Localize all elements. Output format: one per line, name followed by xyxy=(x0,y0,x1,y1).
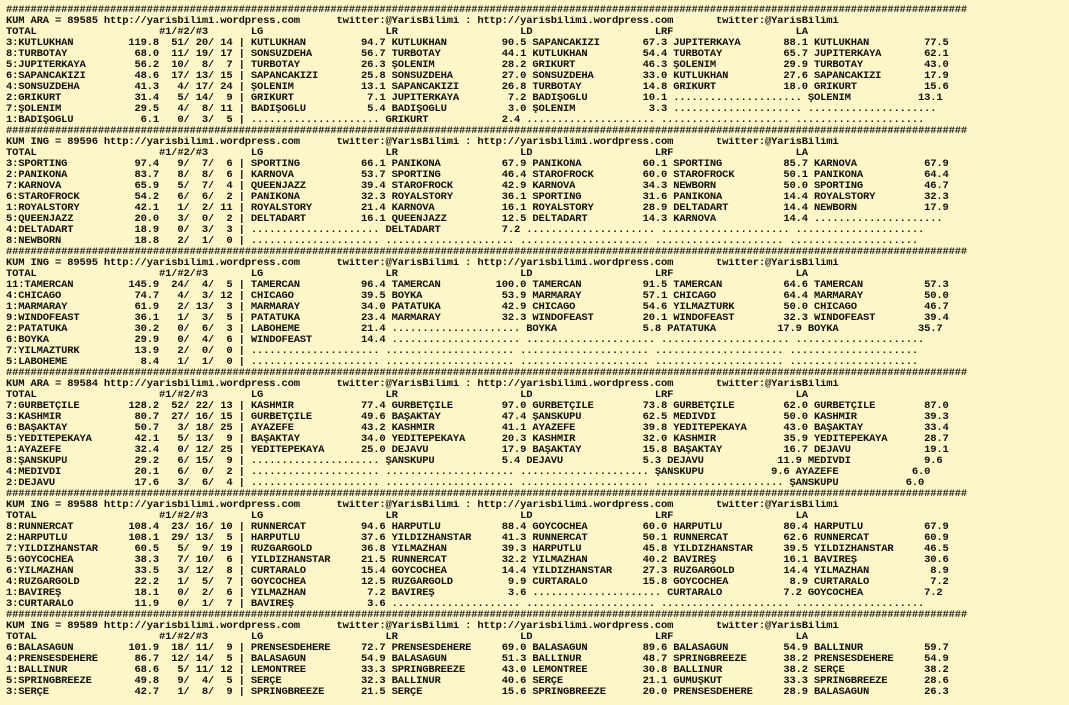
data-row: 4:MEDİVDİ 20.1 6/ 0/ 2 | ..................... ..................... ..................... ŞANSKÜPÜ 9.6 AYAZEFE 6.0 xyxy=(6,467,931,478)
data-row: 7:ŞÖLENİM 29.5 4/ 8/ 11 | BADIŞOĞLU 5.4 BADIŞOĞLU 3.0 ŞÖLENİM 3.3 ..................... ..................... xyxy=(6,104,937,115)
column-header: TOTAL #1/#2/#3 LG LR LD LRF LA xyxy=(6,27,808,38)
race-header: KUM ING = 89588 http://yarisbilimi.wordpress.com twitter:@YarisBilimi : http://yarisbilimi.wordpress.com twitter:@YarisBilimi xyxy=(6,500,839,511)
data-row: 3:SPORTING 97.4 9/ 7/ 6 | SPORTING 66.1 PANIKONA 67.9 PANIKONA 60.1 SPORTING 85.7 KARNOVA 67.9 xyxy=(6,159,949,170)
data-row: 3:SERÇE 42.7 1/ 8/ 9 | SPRINGBREEZE 21.5 SERÇE 15.6 SPRINGBREEZE 20.0 PRENSESDEHERE 28.9 BALASAGUN 26.3 xyxy=(6,687,949,698)
data-row: 8:RUNNERCAT 108.4 23/ 16/ 10 | RUNNERCAT 94.6 HARPUTLU 88.4 GOYCOCHEA 60.0 HARPUTLU 80.4 HARPUTLU 67.9 xyxy=(6,522,949,533)
data-row: 1:BAVİREŞ 18.1 0/ 2/ 6 | YILMAZHAN 7.2 BAVİREŞ 3.6 ..................... CURTARALO 7.2 GOYCOCHEA 7.2 xyxy=(6,588,943,599)
data-row: 6:BAŞAKTAY 50.7 3/ 18/ 25 | AYAZEFE 43.2 KASHMIR 41.1 AYAZEFE 39.8 YEDİTEPEKAYA 43.0 BAŞAKTAY 33.4 xyxy=(6,423,949,434)
data-row: 1:ROYALSTORY 42.1 1/ 2/ 11 | ROYALSTORY 21.4 KARNOVA 16.1 ROYALSTORY 28.9 DELTADART 14.4 NEWBORN 17.9 xyxy=(6,203,949,214)
race-header: KUM ING = 89589 http://yarisbilimi.wordpress.com twitter:@YarisBilimi : http://yarisbilimi.wordpress.com twitter:@YarisBilimi xyxy=(6,621,839,632)
separator-line: ############################################################################################################################################################# xyxy=(6,126,968,137)
race-statistics-sheet xyxy=(6,5,1066,698)
column-header: TOTAL #1/#2/#3 LG LR LD LRF LA xyxy=(6,148,808,159)
separator-line: ############################################################################################################################################################# xyxy=(6,368,968,379)
data-row: 5:YEDİTEPEKAYA 42.1 5/ 13/ 9 | BAŞAKTAY 34.0 YEDİTEPEKAYA 20.3 KASHMIR 32.0 KASHMIR 35.9 YEDİTEPEKAYA 28.7 xyxy=(6,434,949,445)
data-row: 7:GURBETÇİLE 128.2 52/ 22/ 13 | KASHMIR 77.4 GURBETÇİLE 97.0 GURBETÇİLE 73.8 GURBETÇİLE 62.0 GURBETÇİLE 87.0 xyxy=(6,401,949,412)
data-row: 7:KARNOVA 65.9 5/ 7/ 4 | QUEENJAZZ 39.4 STAROFROCK 42.9 KARNOVA 34.3 NEWBORN 50.0 SPORTING 46.7 xyxy=(6,181,949,192)
data-row: 4:RÜZGARGOLD 22.2 1/ 5/ 7 | GOYCOCHEA 12.5 RÜZGARGOLD 9.9 CURTARALO 15.8 GOYCOCHEA 8.9 CURTARALO 7.2 xyxy=(6,577,949,588)
data-row: 5:JÜPİTERKAYA 56.2 10/ 8/ 7 | TURBOTAY 26.3 ŞÖLENİM 28.2 GRİKURT 46.3 ŞÖLENİM 29.9 TURBOTAY 43.0 xyxy=(6,60,949,71)
data-row: 4:DELTADART 18.9 0/ 3/ 3 | ..................... DELTADART 7.2 ..................... ..................... ..................... xyxy=(6,225,925,236)
data-row: 11:TAMERCAN 145.9 24/ 4/ 5 | TAMERCAN 96.4 TAMERCAN 100.0 TAMERCAN 91.5 TAMERCAN 64.6 TAMERCAN 57.3 xyxy=(6,280,949,291)
data-row: 2:DEJAVU 17.6 3/ 6/ 4 | ..................... ..................... ..................... ..................... ŞANSKÜPÜ 6.0 xyxy=(6,478,925,489)
data-row: 6:BOYKA 29.9 0/ 4/ 6 | WINDOFEAST 14.4 ..................... ..................... ..................... ..................... xyxy=(6,335,925,346)
data-row: 5:SPRINGBREEZE 49.8 9/ 4/ 5 | SERÇE 32.3 BALLINUR 40.6 SERÇE 21.1 GÜMÜŞKUT 33.3 SPRINGBREEZE 28.6 xyxy=(6,676,949,687)
data-row: 5:QUEENJAZZ 20.0 3/ 0/ 2 | DELTADART 16.1 QUEENJAZZ 12.5 DELTADART 14.3 KARNOVA 14.4 ..................... xyxy=(6,214,943,225)
data-row: 7:YILMAZTÜRK 13.9 2/ 0/ 0 | ..................... ..................... ..................... ..................... ..................... xyxy=(6,346,919,357)
data-row: 1:BADIŞOĞLU 6.1 0/ 3/ 5 | ..................... GRİKURT 2.4 ..................... ..................... ..................... xyxy=(6,115,925,126)
data-row: 7:YILDIZHANSTAR 60.5 5/ 9/ 19 | RÜZGARGOLD 36.8 YILMAZHAN 39.3 HARPUTLU 45.8 YILDIZHANSTAR 39.5 YILDIZHANSTAR 46.5 xyxy=(6,544,949,555)
data-row: 1:MARMARAY 61.9 2/ 13/ 3 | MARMARAY 34.0 PATATUKA 42.9 CHICAGO 54.6 YILMAZTÜRK 50.0 CHICAGO 46.7 xyxy=(6,302,949,313)
data-row: 1:AYAZEFE 32.4 0/ 12/ 25 | YEDİTEPEKAYA 25.0 DEJAVU 17.9 BAŞAKTAY 15.8 BAŞAKTAY 16.7 DEJAVU 19.1 xyxy=(6,445,949,456)
separator-line: ############################################################################################################################################################# xyxy=(6,610,968,621)
data-row: 9:WINDOFEAST 36.1 1/ 3/ 5 | PATATUKA 23.4 MARMARAY 32.3 WINDOFEAST 20.1 WINDOFEAST 32.3 WINDOFEAST 39.4 xyxy=(6,313,949,324)
data-row: 3:KUTLUKHAN 119.8 51/ 20/ 14 | KUTLUKHAN 94.7 KUTLUKHAN 90.5 SAPANCAKIZI 67.3 JÜPİTERKAYA 88.1 KUTLUKHAN 77.5 xyxy=(6,38,949,49)
data-row: 4:CHICAGO 74.7 4/ 3/ 12 | CHICAGO 39.5 BOYKA 53.9 MARMARAY 57.1 CHICAGO 64.4 MARMARAY 50.0 xyxy=(6,291,949,302)
race-header: KUM ING = 89595 http://yarisbilimi.wordpress.com twitter:@YarisBilimi : http://yarisbilimi.wordpress.com twitter:@YarisBilimi xyxy=(6,258,839,269)
race-header: KUM ING = 89596 http://yarisbilimi.wordpress.com twitter:@YarisBilimi : http://yarisbilimi.wordpress.com twitter:@YarisBilimi xyxy=(6,137,839,148)
race-header: KUM ARA = 89584 http://yarisbilimi.wordpress.com twitter:@YarisBilimi : http://yarisbilimi.wordpress.com twitter:@YarisBilimi xyxy=(6,379,839,390)
data-row: 3:CURTARALO 11.9 0/ 1/ 7 | BAVİREŞ 3.6 ..................... ..................... ..................... ..................... xyxy=(6,599,925,610)
data-row: 8:TURBOTAY 68.0 11/ 19/ 17 | SONSUZDEHA 56.7 TURBOTAY 44.1 KUTLUKHAN 54.4 TURBOTAY 65.7 JÜPİTERKAYA 62.1 xyxy=(6,49,949,60)
data-row: 6:YILMAZHAN 33.5 3/ 12/ 8 | CURTARALO 15.4 GOYCOCHEA 14.4 YILDIZHANSTAR 27.3 RÜZGARGOLD 14.4 YILMAZHAN 8.9 xyxy=(6,566,949,577)
data-row: 6:STAROFROCK 54.2 6/ 6/ 2 | PANIKONA 32.3 ROYALSTORY 36.1 SPORTING 31.6 PANIKONA 14.4 ROYALSTORY 32.3 xyxy=(6,192,949,203)
column-header: TOTAL #1/#2/#3 LG LR LD LRF LA xyxy=(6,632,808,643)
column-header: TOTAL #1/#2/#3 LG LR LD LRF LA xyxy=(6,390,808,401)
data-row: 6:SAPANCAKIZI 48.6 17/ 13/ 15 | SAPANCAKIZI 25.8 SONSUZDEHA 27.0 SONSUZDEHA 33.0 KUTLUKHAN 27.6 SAPANCAKIZI 17.9 xyxy=(6,71,949,82)
column-header: TOTAL #1/#2/#3 LG LR LD LRF LA xyxy=(6,511,808,522)
data-row: 4:PRENSESDEHERE 86.7 12/ 14/ 5 | BALASAGUN 54.9 BALASAGUN 51.3 BALLINUR 48.7 SPRINGBREEZE 38.2 PRENSESDEHERE 54.9 xyxy=(6,654,949,665)
data-row: 3:KASHMIR 80.7 27/ 16/ 15 | GURBETÇİLE 49.6 BAŞAKTAY 47.4 ŞANSKÜPÜ 62.5 MEDİVDİ 50.0 KASHMIR 39.3 xyxy=(6,412,949,423)
data-row: 8:NEWBORN 18.8 2/ 1/ 0 | ..................... ..................... ..................... ..................... ..................... xyxy=(6,236,919,247)
data-row: 1:BALLINUR 68.6 5/ 11/ 12 | LEMONTREE 33.3 SPRINGBREEZE 43.0 LEMONTREE 30.8 BALLINUR 38.2 SERÇE 38.2 xyxy=(6,665,949,676)
data-row: 8:ŞANSKÜPÜ 29.2 6/ 15/ 9 | ..................... ŞANSKÜPÜ 5.4 DEJAVU 5.3 DEJAVU 11.9 MEDİVDİ 9.6 xyxy=(6,456,943,467)
data-row: 5:GOYCOCHEA 38.3 7/ 10/ 6 | YILDIZHANSTAR 21.5 RUNNERCAT 32.2 YILMAZHAN 40.2 BAVİREŞ 16.1 BAVİREŞ 30.6 xyxy=(6,555,949,566)
race-header: KUM ARA = 89585 http://yarisbilimi.wordpress.com twitter:@YarisBilimi : http://yarisbilimi.wordpress.com twitter:@YarisBilimi xyxy=(6,16,839,27)
data-row: 2:PATATUKA 30.2 0/ 6/ 3 | LABOHEME 21.4 ..................... BOYKA 5.8 PATATUKA 17.9 BOYKA 35.7 xyxy=(6,324,943,335)
separator-line: ############################################################################################################################################################# xyxy=(6,5,968,16)
data-row: 2:HARPUTLU 108.1 29/ 13/ 5 | HARPUTLU 37.6 YILDIZHANSTAR 41.3 RUNNERCAT 50.1 RUNNERCAT 62.6 RUNNERCAT 60.9 xyxy=(6,533,949,544)
data-row: 2:PANIKONA 83.7 8/ 8/ 6 | KARNOVA 53.7 SPORTING 46.4 STAROFROCK 60.0 STAROFROCK 50.1 PANIKONA 64.4 xyxy=(6,170,949,181)
column-header: TOTAL #1/#2/#3 LG LR LD LRF LA xyxy=(6,269,808,280)
data-row: 4:SONSUZDEHA 41.3 4/ 17/ 24 | ŞÖLENİM 13.1 SAPANCAKIZI 26.8 TURBOTAY 14.8 GRİKURT 18.0 GRİKURT 15.6 xyxy=(6,82,949,93)
separator-line: ############################################################################################################################################################# xyxy=(6,247,968,258)
data-row: 6:BALASAGUN 101.9 18/ 11/ 9 | PRENSESDEHERE 72.7 PRENSESDEHERE 69.0 BALASAGUN 89.6 BALASAGUN 54.9 BALLINUR 59.7 xyxy=(6,643,949,654)
data-row: 5:LABOHEME 8.4 1/ 1/ 0 | ..................... ..................... ..................... ..................... ..................... xyxy=(6,357,919,368)
data-row: 2:GRİKURT 31.4 5/ 14/ 9 | GRİKURT 7.1 JÜPİTERKAYA 7.2 BADIŞOĞLU 10.1 ..................... ŞÖLENİM 13.1 xyxy=(6,93,943,104)
separator-line: ############################################################################################################################################################# xyxy=(6,489,968,500)
